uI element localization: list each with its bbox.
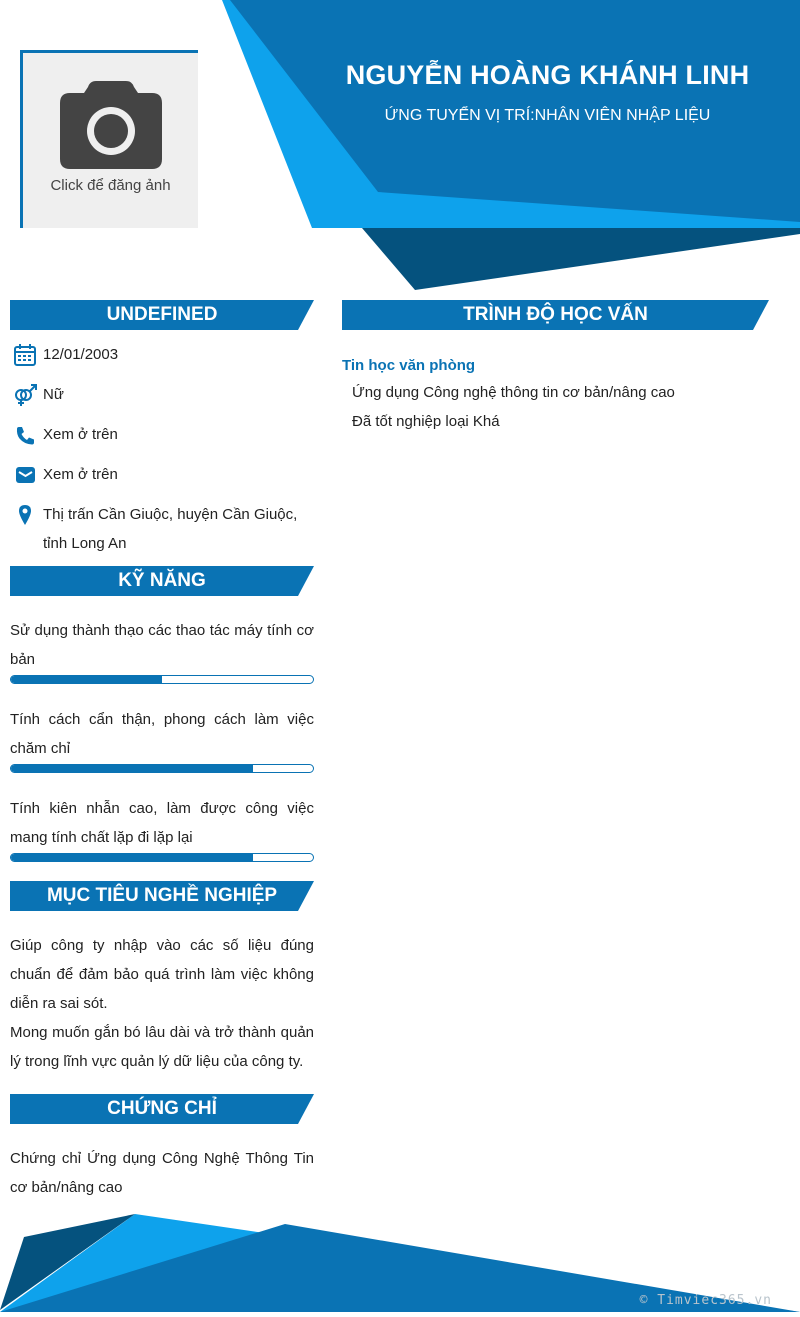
skill-level-bar — [10, 853, 314, 862]
education-detail: Ứng dụng Công nghệ thông tin cơ bản/nâng cao — [352, 384, 675, 401]
skill-item-text: Tính cách cẩn thận, phong cách làm việc chăm chỉ — [10, 711, 314, 757]
skill-level-fill — [11, 854, 253, 861]
education-detail: Đã tốt nghiệp loại Khá — [352, 413, 500, 430]
certificate-text: Chứng chỉ Ứng dụng Công Nghệ Thông Tin cơ bản/nâng cao — [10, 1150, 314, 1196]
applied-position: ỨNG TUYỂN VỊ TRÍ:NHÂN VIÊN NHẬP LIỆU — [384, 107, 711, 124]
section-title: UNDEFINED — [106, 304, 218, 325]
phone-icon — [12, 424, 38, 446]
info-address — [12, 500, 312, 558]
calendar-icon — [12, 344, 38, 366]
skill-level-fill — [11, 676, 162, 683]
candidate-name: NGUYỄN HOÀNG KHÁNH LINH — [345, 60, 750, 90]
skill-level-bar — [10, 675, 314, 684]
skill-item-text: Sử dụng thành thạo các thao tác máy tính cơ bản — [10, 622, 314, 668]
gender-text: Nữ — [43, 386, 64, 403]
address-text: Thị trấn Cần Giuộc, huyện Cần Giuộc, tỉnh Long An — [43, 506, 298, 552]
section-header-education — [342, 300, 769, 330]
profile-photo-upload[interactable] — [20, 50, 198, 228]
section-header-certificates — [10, 1094, 314, 1124]
skill-level-fill — [11, 765, 253, 772]
camera-icon — [58, 79, 164, 171]
section-title: CHỨNG CHỈ — [107, 1098, 217, 1119]
birthdate-text: 12/01/2003 — [43, 346, 119, 363]
section-header-objective — [10, 881, 314, 911]
section-header-personal — [10, 300, 314, 330]
info-gender — [12, 380, 312, 409]
section-title: TRÌNH ĐỘ HỌC VẤN — [463, 304, 648, 325]
section-title: MỤC TIÊU NGHỀ NGHIỆP — [46, 885, 278, 906]
info-email — [12, 460, 312, 489]
email-text: Xem ở trên — [43, 466, 118, 483]
info-phone — [12, 420, 312, 449]
info-birthdate — [12, 340, 312, 369]
email-icon — [12, 464, 38, 486]
objective-paragraph: Mong muốn gắn bó lâu dài và trở thành quản lý trong lĩnh vực quản lý dữ liệu của công ty. — [10, 1024, 314, 1070]
phone-text: Xem ở trên — [43, 426, 118, 443]
objective-paragraph: Giúp công ty nhập vào các số liệu đúng chuẩn để đảm bảo quá trình làm việc không diễn ra sai sót. — [10, 937, 314, 1012]
skill-item-text: Tính kiên nhẫn cao, làm được công việc mang tính chất lặp đi lặp lại — [10, 800, 314, 846]
section-header-skills — [10, 566, 314, 596]
location-icon — [12, 504, 38, 526]
gender-icon — [12, 384, 38, 406]
education-school: Tin học văn phòng — [342, 357, 476, 374]
photo-caption: Click để đăng ảnh — [50, 177, 171, 194]
section-title: KỸ NĂNG — [118, 570, 206, 591]
skill-level-bar — [10, 764, 314, 773]
watermark: © Timviec365.vn — [639, 1293, 772, 1308]
